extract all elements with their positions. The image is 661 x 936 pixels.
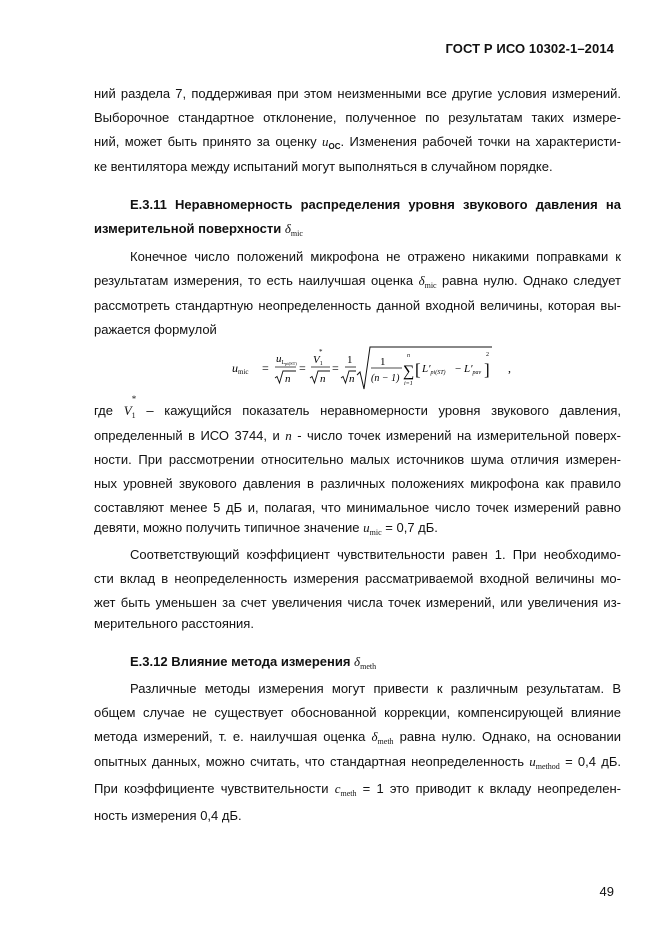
p1-line-2: Выборочное стандартное отклонение, полученное по результатам таких измере- [94,110,621,125]
formula-minus: − [455,363,462,375]
section-heading-e312: Е.3.12 Влияние метода измерения $\delta_{meth}$ [130,654,377,671]
formula-u-mic [232,345,522,393]
symbol-delta-meth: $\delta_{meth}$ [371,729,394,746]
formula-den-n-1: n [285,373,291,385]
formula-one-1: 1 [347,354,353,366]
s311-line-2: результатам измерения, то есть наилучшая оценка $\delta_{mic}$ равна нулю. Однако следует [94,273,621,290]
formula-square: 2 [486,352,489,358]
formula-term-lpi: L′pi(ST) [422,363,446,376]
symbol-u-mic: $u_{mic}$ [363,520,382,537]
s311-line-3: рассмотреть стандартную неопределенность данной входной величины, которая вы- [94,298,621,313]
section-heading-e311-cont: измерительной поверхности $\delta_{mic}$ [94,221,303,238]
symbol-c-meth: $c_{meth}$ [334,781,357,798]
symbol-delta-mic: $\delta_{mic}$ [418,273,437,290]
p2-line-3: ности. При рассмотрении относительно малых источников шума отличия измерен- [94,452,621,467]
s312-line-6: ность измерения 0,4 дБ. [94,808,242,823]
formula-lhs: umic [232,361,249,376]
page-number: 49 [599,884,614,899]
section-heading-e311: Е.3.11 Неравномерность распределения уровня звукового давления на [130,197,621,212]
p3-line-1: Соответствующий коэффициент чувствительности равен 1. При необходимо- [130,547,621,562]
p3-line-2: сти вклад в неопределенность измерения рассматриваемой входной величины мо- [94,571,621,586]
symbol-u-oc: $u_{OC}$ [322,134,341,151]
formula-comma: , [508,361,511,375]
formula-sum-bottom: i=1 [404,381,413,387]
formula-eq-3: = [332,361,339,375]
formula-one-2: 1 [380,356,386,368]
symbol-delta-meth: $\delta_{meth}$ [354,654,377,671]
p1-line-4: ке вентилятора между испытаний могут выполняться в случайном порядке. [94,159,553,174]
p2-line-1: где $V_1$ * – кажущийся показатель неравномерности уровня звукового давления, [94,394,621,420]
formula-term-lpav: L′pav [464,363,482,376]
symbol-n: n [285,428,292,443]
p1-line-1: ний раздела 7, поддерживая при этом неизменными все другие условия измерений. [94,86,621,101]
p1-line-3: ний, может быть принято за оценку $u_{OC}$. Изменения рабочей точки на характеристи- [94,134,621,151]
symbol-u-method: $u_{method}$ [529,754,560,771]
s311-line-1: Конечное число положений микрофона не отражено никакими поправками к [130,249,621,264]
s312-line-2: общем случае не существует обоснованной коррекции, компенсирующей влияние [94,705,621,720]
s312-line-1: Различные методы измерения могут привести к различным результатам. В [130,681,621,696]
s312-line-4: опытных данных, можно считать, что стандартная неопределенность $u_{method} = 0,4$ дБ. [94,754,621,771]
formula-sigma: ∑ [403,363,415,380]
formula-sum-top: n [407,353,410,359]
formula-bracket-left: [ [415,360,421,379]
formula-num-2-star: * [319,348,323,356]
s311-line-4: ражается формулой [94,322,217,337]
p3-line-4: мерительного расстояния. [94,616,254,631]
symbol-delta-mic: $\delta_{mic}$ [284,221,303,238]
s312-line-5: При коэффициенте чувствительности $c_{meth} = 1$ это приводит к вкладу неопределен- [94,781,621,798]
formula-den-n-3: n [349,373,355,385]
p2-line-6: девяти, можно получить типичное значение $u_{mic} = 0,7$ дБ. [94,520,438,537]
p3-line-3: жет быть уменьшен за счет увеличения числа точек измерений, или увеличения из- [94,595,621,610]
p2-line-2: определенный в ИСО 3744, и n - число точек измерений на измерительной поверх- [94,428,621,443]
p2-line-4: ных уровней звукового давления в различных положениях микрофона как правило [94,476,621,491]
formula-bracket-right: ] [484,360,490,379]
p2-line-5: составляют менее 5 дБ и, полагая, что минимальное число точек измерений равно [94,500,621,515]
formula-eq-2: = [299,361,306,375]
formula-inner-den: (n − 1) [371,373,400,384]
formula-num-1: uLpi(ST) [276,353,297,366]
formula-num-2: V1 [313,354,323,367]
symbol-v1-star: $V_1$ * [123,394,137,420]
formula-eq-1: = [262,361,269,375]
document-code-header: ГОСТ Р ИСО 10302-1–2014 [445,41,614,56]
s312-line-3: метода измерений, т. е. наилучшая оценка $\delta_{meth}$ равна нулю. Однако, на основании [94,729,621,746]
formula-den-n-2: n [320,373,326,385]
